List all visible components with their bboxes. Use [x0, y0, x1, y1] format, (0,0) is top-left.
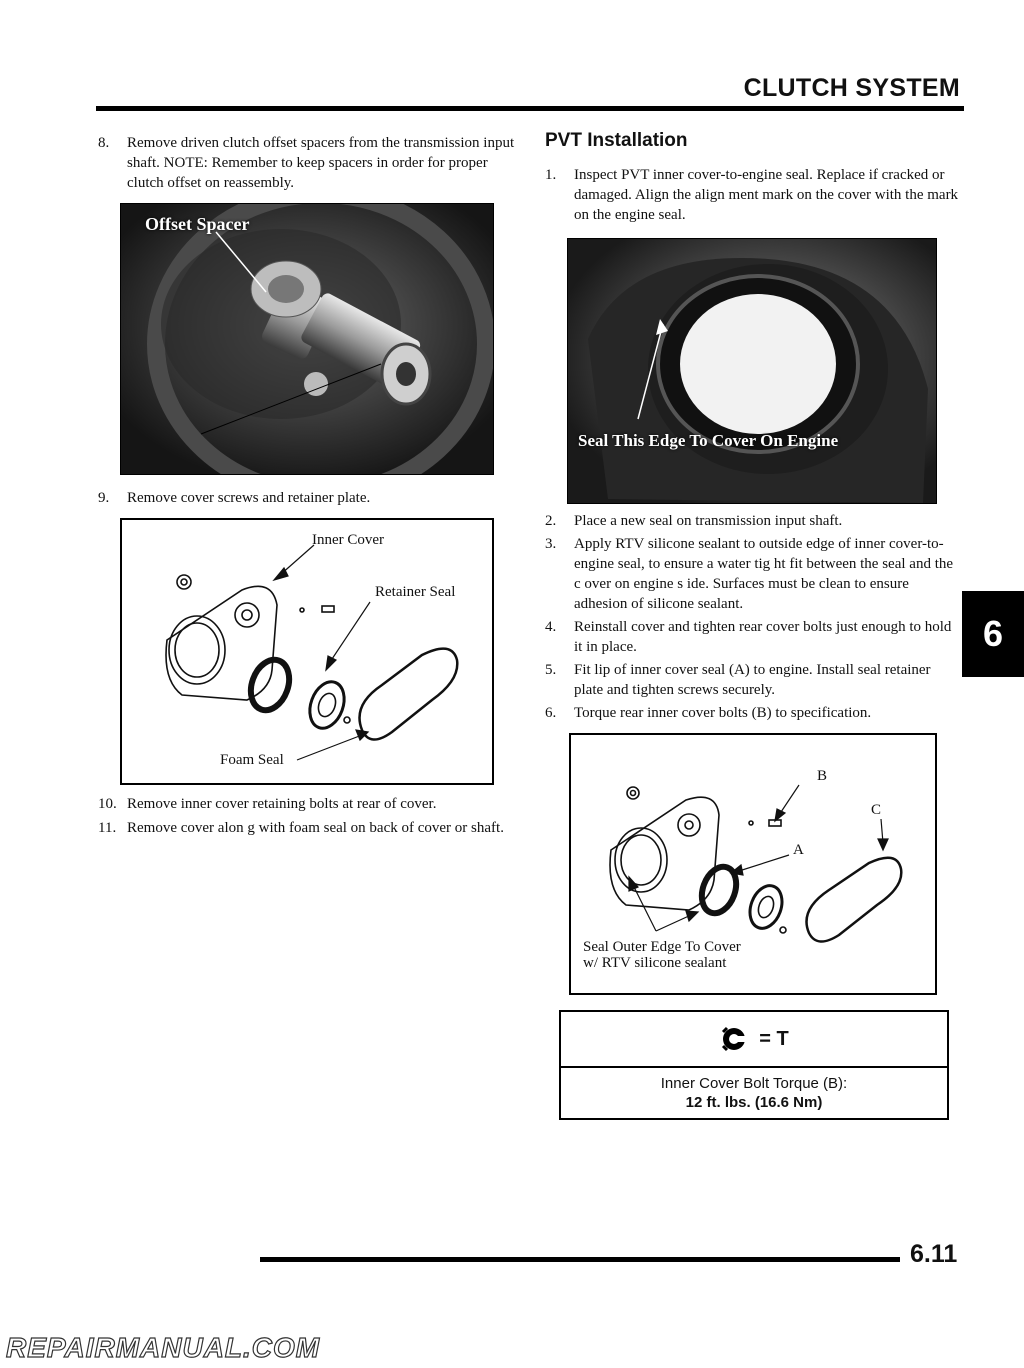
step-5 — [545, 660, 965, 702]
step-text: Remove inner cover retaining bolts at rear of cover. — [127, 796, 437, 812]
watermark: REPAIRMANUAL.COM — [6, 1332, 321, 1363]
step-text: Reinstall cover and tighten rear cover bolts just enough to hold it in place. — [574, 619, 952, 655]
step-number: 11. — [98, 820, 117, 836]
step-text: Remove driven clutch offset spacers from the transmission input shaft. NOTE: Remember to keep spacers in order for proper clutch offset on reassembly. — [127, 135, 515, 191]
label-seal-note-1: Seal Outer Edge To Cover — [583, 939, 741, 955]
shaft-illustration — [121, 204, 493, 474]
header-rule — [96, 106, 964, 111]
label-retainer-seal: Retainer Seal — [375, 584, 456, 600]
step-6 — [545, 703, 965, 725]
label-c: C — [871, 802, 882, 818]
torque-label: Inner Cover Bolt Torque (B): — [660, 1075, 848, 1092]
label-seal-note-2: w/ RTV silicone sealant — [583, 955, 727, 971]
seal-illustration — [568, 239, 936, 503]
step-text: Fit lip of inner cover seal (A) to engine. Install seal retainer plate and tighten screws securely. — [574, 662, 931, 698]
torque-spec-box — [559, 1010, 949, 1120]
step-number: 4. — [545, 619, 557, 635]
torque-wrench-icon — [719, 1024, 749, 1054]
chapter-title: CLUTCH SYSTEM — [743, 74, 960, 102]
label-b: B — [817, 768, 828, 784]
step-8 — [98, 133, 523, 195]
step-number: 1. — [545, 167, 557, 183]
section-tab: 6 — [962, 591, 1024, 677]
engine-seal-photo — [567, 238, 937, 504]
torque-symbol-row — [561, 1012, 947, 1068]
step-11 — [98, 818, 518, 860]
step-2 — [545, 511, 965, 533]
cover-parts-drawing — [122, 520, 492, 783]
step-text: Torque rear inner cover bolts (B) to specification. — [574, 705, 872, 721]
label-a: A — [793, 842, 804, 858]
footer-rule — [260, 1257, 900, 1262]
step-number: 6. — [545, 705, 557, 721]
step-number: 2. — [545, 513, 557, 529]
offset-spacer-photo — [120, 203, 494, 475]
step-3 — [545, 534, 965, 616]
torque-symbol-text: = T — [759, 1027, 789, 1050]
installation-diagram — [569, 733, 937, 995]
photo-label-offset-spacer: Offset Spacer — [145, 214, 250, 234]
step-text: Remove cover screws and retainer plate. — [127, 490, 371, 506]
step-text: Remove cover alon g with foam seal on back of cover or shaft. — [127, 820, 504, 836]
page-number: 6.11 — [910, 1240, 958, 1268]
step-text: Apply RTV silicone sealant to outside edge of inner cover-to-engine seal, to ensure a water tig ht fit between the seal and the c over on engine s ide. Surfaces must be clean to ensure adhesion of silicone sealant. — [574, 536, 954, 612]
torque-spec — [561, 1068, 947, 1112]
cover-exploded-diagram — [120, 518, 494, 785]
step-number: 9. — [98, 490, 110, 506]
label-inner-cover: Inner Cover — [312, 532, 385, 548]
step-number: 3. — [545, 536, 557, 552]
step-1 — [545, 165, 965, 227]
torque-value: 12 ft. lbs. (16.6 Nm) — [685, 1094, 823, 1111]
photo-label-seal-edge: Seal This Edge To Cover On Engine — [578, 431, 839, 450]
step-9 — [98, 488, 518, 510]
step-10 — [98, 794, 518, 816]
section-heading: PVT Installation — [545, 130, 688, 151]
step-number: 5. — [545, 662, 557, 678]
step-number: 8. — [98, 135, 110, 151]
step-text: Inspect PVT inner cover-to-engine seal. Replace if cracked or damaged. Align the align ment mark on the cover with the mark on the engine seal. — [574, 167, 959, 223]
step-4 — [545, 617, 965, 659]
label-foam-seal: Foam Seal — [220, 752, 284, 768]
step-text: Place a new seal on transmission input shaft. — [574, 513, 843, 529]
step-number: 10. — [98, 796, 117, 812]
